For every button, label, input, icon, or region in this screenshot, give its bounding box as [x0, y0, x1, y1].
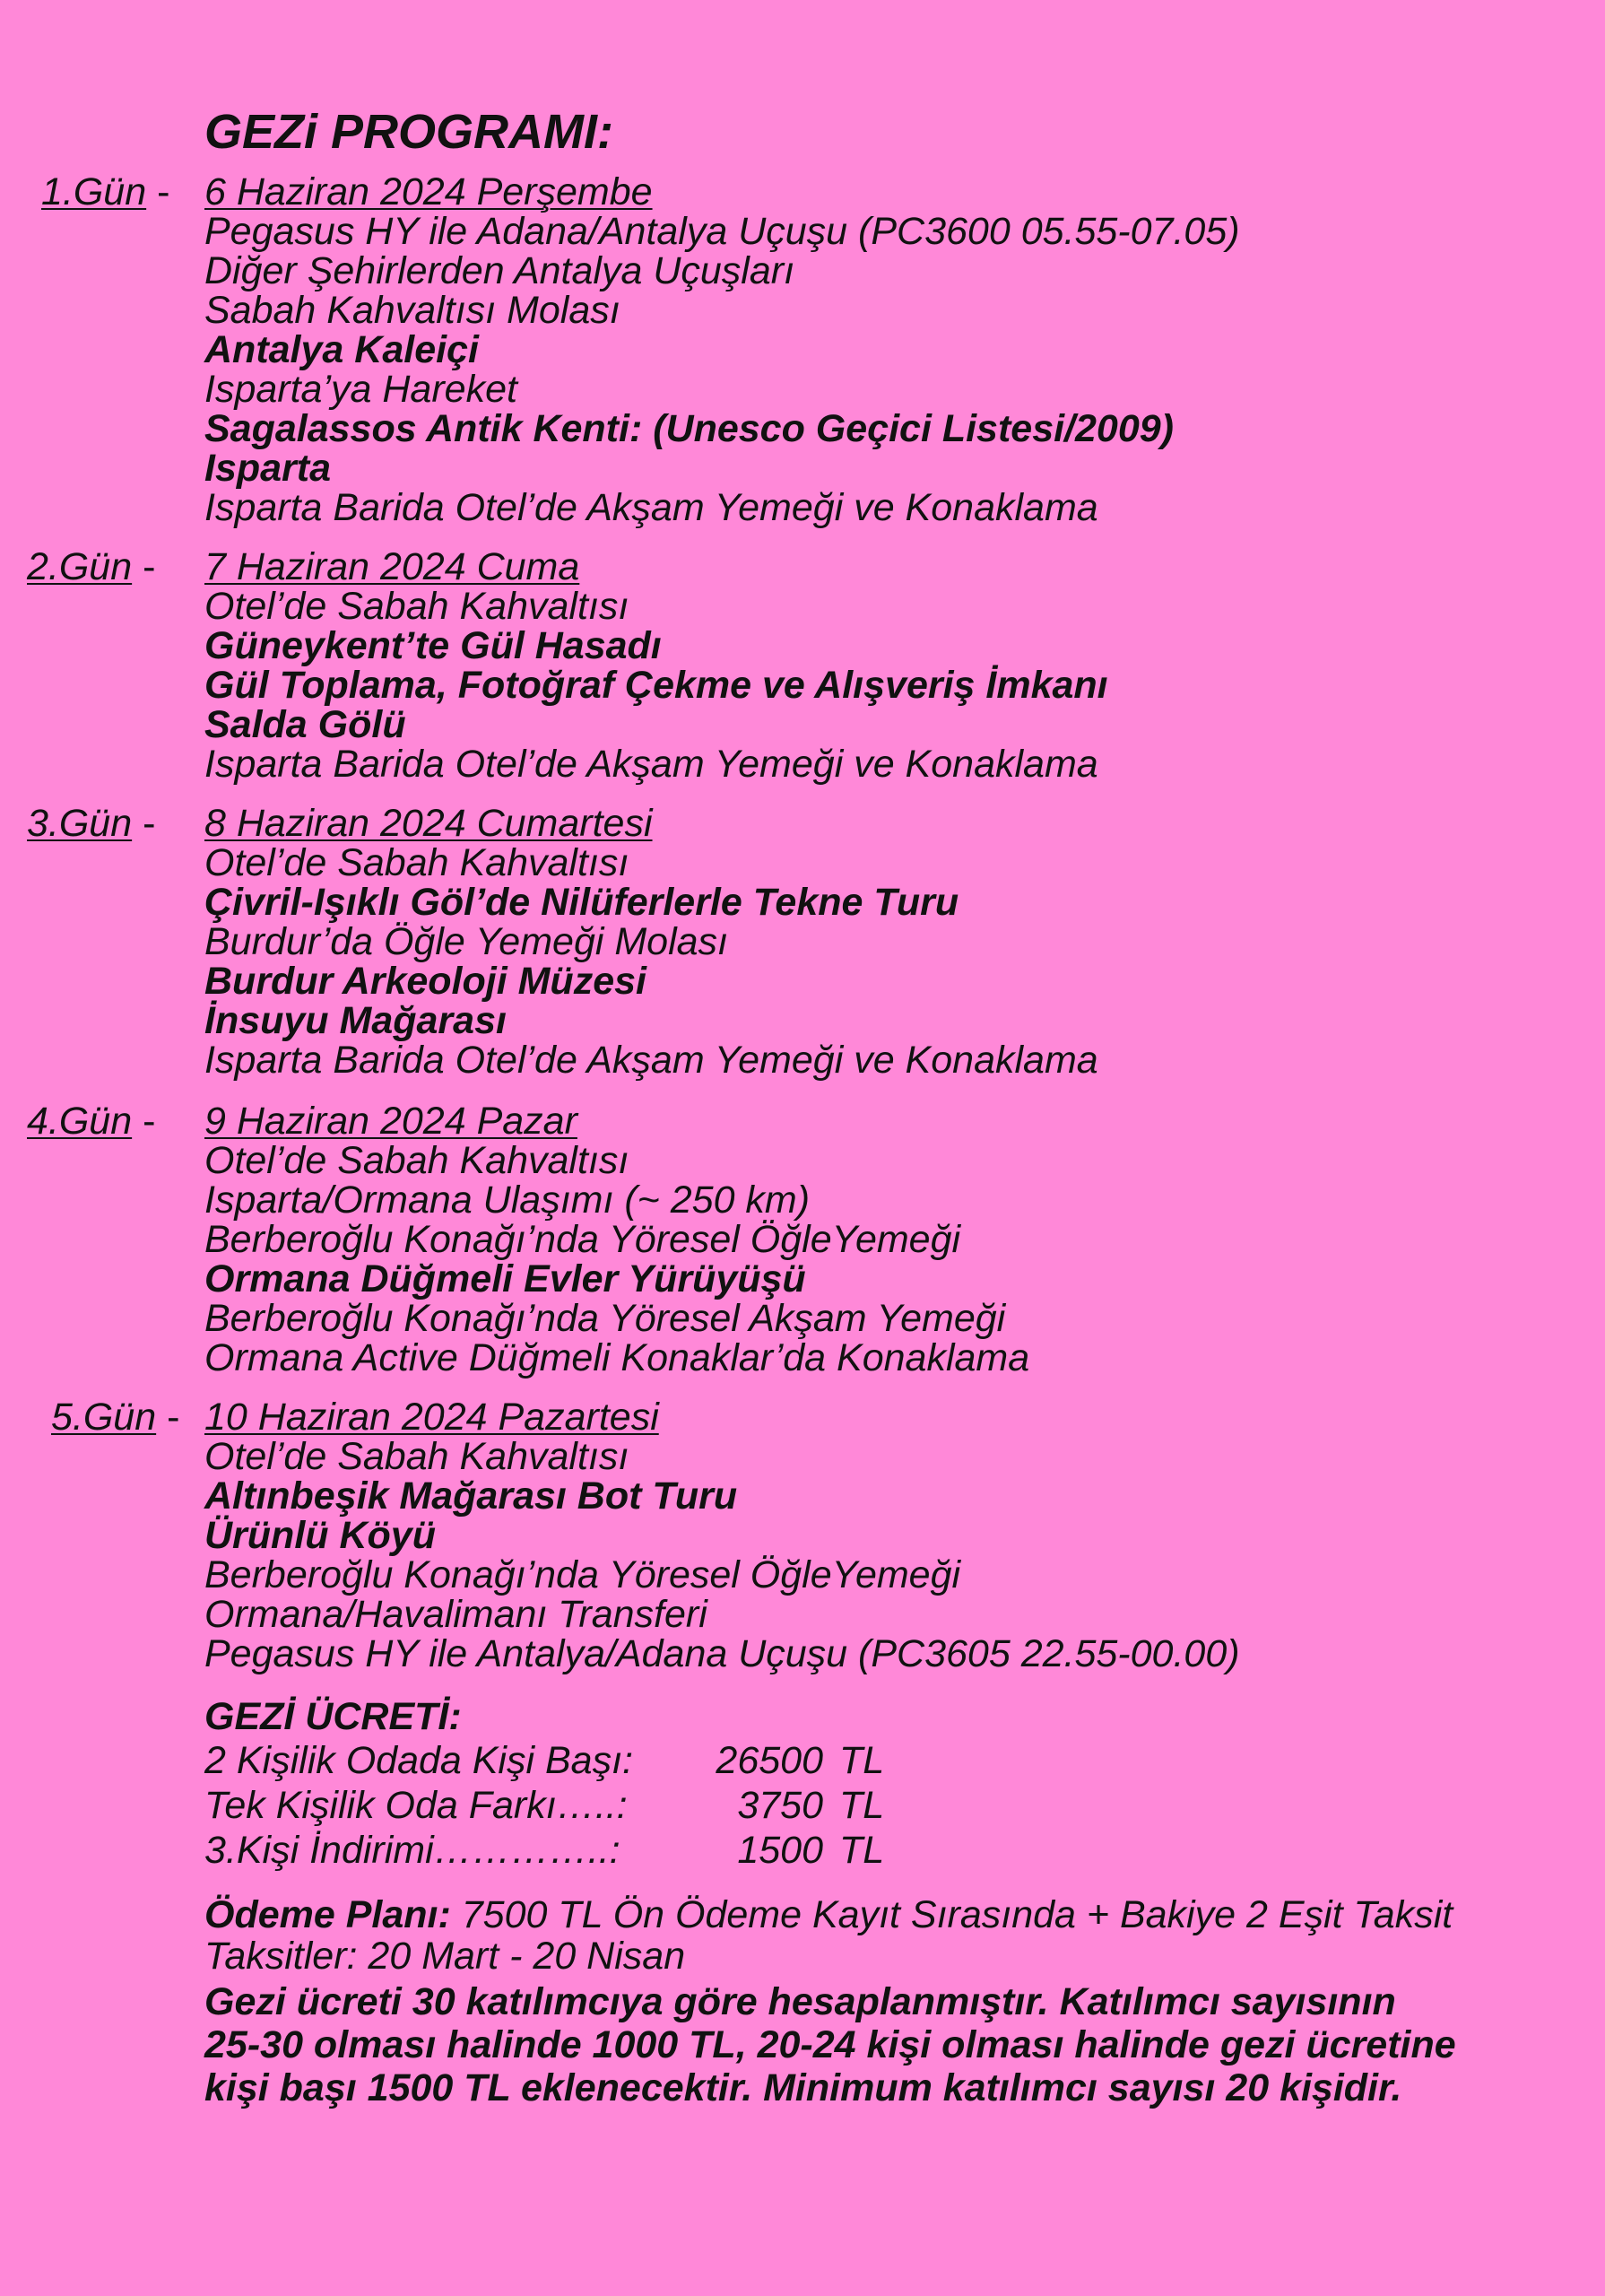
day-number: 4.Gün [27, 1100, 133, 1143]
program-item-highlight: Ürünlü Köyü [204, 1514, 436, 1557]
program-item: Isparta Barida Otel’de Akşam Yemeği ve Konaklama [204, 743, 1098, 786]
program-item-highlight: Çivril-Işıklı Göl’de Nilüferlerle Tekne Turu [204, 881, 959, 924]
fee-row [204, 1828, 1585, 1873]
fee-label: 2 Kişilik Odada Kişi Başı: [204, 1739, 633, 1782]
day-dash: - [143, 545, 156, 588]
fee-currency: TL [839, 1739, 885, 1782]
program-item-highlight: Güneykent’te Gül Hasadı [204, 624, 662, 667]
day-dash: - [143, 1100, 156, 1143]
day-label [27, 804, 155, 843]
program-item-highlight: İnsuyu Mağarası [204, 999, 507, 1042]
fee-row [204, 1783, 1585, 1828]
program-item-highlight: Burdur Arkeoloji Müzesi [204, 960, 646, 1003]
program-item-highlight: Isparta [204, 447, 332, 490]
program-item: Pegasus HY ile Antalya/Adana Uçuşu (PC3605 22.55-00.00) [204, 1632, 1240, 1675]
program-item: Isparta Barida Otel’de Akşam Yemeği ve Konaklama [204, 1039, 1098, 1082]
note-line: 25-30 olması halinde 1000 TL, 20-24 kişi olması halinde gezi ücretine [204, 2023, 1456, 2066]
program-item: Pegasus HY ile Adana/Antalya Uçuşu (PC3600 05.55-07.05) [204, 210, 1240, 253]
program-item-highlight: Antalya Kaleiçi [204, 328, 479, 371]
program-item: Diğer Şehirlerden Antalya Uçuşları [204, 249, 795, 292]
program-item-highlight: Altınbeşik Mağarası Bot Turu [204, 1474, 738, 1518]
day-label [51, 1397, 179, 1437]
day-number: 3.Gün [27, 802, 133, 845]
day-items [204, 1397, 1585, 1674]
day-dash: - [167, 1396, 180, 1439]
day-number: 1.Gün [41, 170, 147, 213]
program-item: Berberoğlu Konağı’nda Yöresel Akşam Yemeği [204, 1297, 1006, 1340]
program-item: Otel’de Sabah Kahvaltısı [204, 585, 629, 628]
day-date: 8 Haziran 2024 Cumartesi [204, 802, 653, 845]
day-items [204, 547, 1585, 784]
program-item-highlight: Salda Gölü [204, 703, 406, 746]
program-item: Isparta/Ormana Ulaşımı (~ 250 km) [204, 1178, 811, 1222]
day-label [27, 1101, 155, 1141]
program-item: Isparta Barida Otel’de Akşam Yemeği ve Konaklama [204, 486, 1098, 529]
fee-label: Tek Kişilik Oda Farkı…..: [204, 1784, 628, 1827]
day-label [27, 547, 155, 587]
day-date: 10 Haziran 2024 Pazartesi [204, 1396, 659, 1439]
fee-currency: TL [839, 1784, 885, 1827]
program-item: Isparta’ya Hareket [204, 368, 517, 411]
day-date: 9 Haziran 2024 Pazar [204, 1100, 577, 1143]
note-line: kişi başı 1500 TL eklenecektir. Minimum katılımcı sayısı 20 kişidir. [204, 2066, 1402, 2109]
fee-amount: 1500 [737, 1829, 823, 1872]
trip-fee-section [204, 1695, 1585, 1873]
payment-plan [204, 1894, 1585, 1977]
day-number: 2.Gün [27, 545, 133, 588]
day-date: 7 Haziran 2024 Cuma [204, 545, 580, 588]
program-item-highlight: Gül Toplama, Fotoğraf Çekme ve Alışveriş İmkanı [204, 664, 1108, 707]
program-item-highlight: Sagalassos Antik Kenti: (Unesco Geçici Listesi/2009) [204, 407, 1174, 450]
day-items [204, 172, 1585, 527]
fee-currency: TL [839, 1829, 885, 1872]
fee-label: 3.Kişi İndirimi…………..: [204, 1829, 620, 1872]
fee-amount: 26500 [716, 1739, 823, 1782]
program-item: Otel’de Sabah Kahvaltısı [204, 841, 629, 884]
day-number: 5.Gün [51, 1396, 157, 1439]
program-item: Ormana/Havalimanı Transferi [204, 1593, 707, 1636]
program-item: Berberoğlu Konağı’nda Yöresel ÖğleYemeği [204, 1553, 961, 1596]
page-title: GEZi PROGRAMI: [204, 105, 613, 159]
day-dash: - [157, 170, 170, 213]
day-items [204, 1101, 1585, 1378]
fee-row [204, 1738, 1585, 1783]
fee-amount: 3750 [737, 1784, 823, 1827]
program-item: Burdur’da Öğle Yemeği Molası [204, 920, 729, 963]
program-item-highlight: Ormana Düğmeli Evler Yürüyüşü [204, 1257, 806, 1300]
installments-text: Taksitler: 20 Mart - 20 Nisan [204, 1935, 686, 1978]
day-label [41, 172, 169, 212]
payment-plan-row [204, 1894, 1585, 1935]
program-item: Otel’de Sabah Kahvaltısı [204, 1139, 629, 1182]
day-items [204, 804, 1585, 1080]
program-item: Berberoğlu Konağı’nda Yöresel ÖğleYemeği [204, 1218, 961, 1261]
day-date: 6 Haziran 2024 Perşembe [204, 170, 653, 213]
participant-note [204, 1980, 1585, 2109]
day-dash: - [143, 802, 156, 845]
program-item: Ormana Active Düğmeli Konaklar’da Konaklama [204, 1336, 1030, 1379]
payment-plan-text: 7500 TL Ön Ödeme Kayıt Sırasında + Bakiye 2 Eşit Taksit [461, 1893, 1453, 1936]
fee-heading: GEZİ ÜCRETİ: [204, 1695, 462, 1738]
program-item: Otel’de Sabah Kahvaltısı [204, 1435, 629, 1478]
payment-plan-label: Ödeme Planı: [204, 1893, 451, 1936]
program-item: Sabah Kahvaltısı Molası [204, 289, 620, 332]
note-line: Gezi ücreti 30 katılımcıya göre hesaplanmıştır. Katılımcı sayısının [204, 1980, 1396, 2023]
